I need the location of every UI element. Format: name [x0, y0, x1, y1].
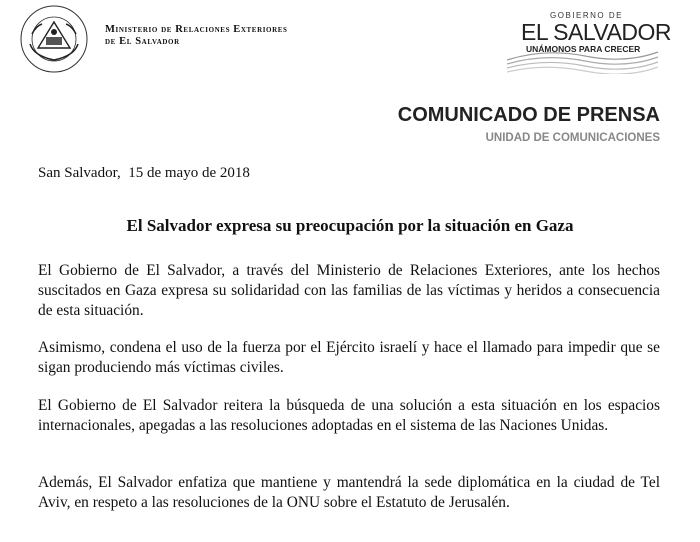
headline: El Salvador expresa su preocupación por la situación en Gaza — [126, 216, 574, 235]
coat-of-arms-seal — [10, 4, 98, 74]
gov-logo-main-text: EL SALVADOR — [521, 19, 672, 45]
ministry-line-1: Ministerio de Relaciones Exteriores — [105, 24, 288, 35]
gov-logo-tagline: UNÁMONOS PARA CRECER — [526, 44, 641, 54]
paragraph-2: Asimismo, condena el uso de la fuerza por el Ejército israelí y hace el llamado para impedir que se sigan produciendo más víctimas civiles. — [38, 339, 660, 376]
press-release-unit: UNIDAD DE COMUNICACIONES — [485, 132, 660, 144]
paragraph-3: El Gobierno de El Salvador reitera la búsqueda de una solución a esta situación en los espacios internacionales, apegadas a las resoluciones adoptadas en el sistema de las Naciones Unidas. — [38, 397, 660, 434]
paragraph-4: Además, El Salvador enfatiza que mantiene y mantendrá la sede diplomática en la ciudad de Tel Aviv, en respeto a las resoluciones de la ONU sobre el Estatuto de Jerusalén. — [38, 474, 660, 511]
gov-logo-small-text: GOBIERNO DE — [550, 11, 623, 20]
ministry-name — [105, 24, 288, 48]
press-release-title: COMUNICADO DE PRENSA — [397, 104, 660, 126]
date-line: San Salvador, 15 de mayo de 2018 — [38, 165, 250, 181]
ministry-line-2: de El Salvador — [105, 36, 180, 47]
paragraph-1: El Gobierno de El Salvador, a través del Ministerio de Relaciones Exteriores, ante los hechos suscitados en Gaza expresa su solidaridad con las familias de las víctimas y heridos a consecuencia de esta situación. — [38, 262, 660, 319]
